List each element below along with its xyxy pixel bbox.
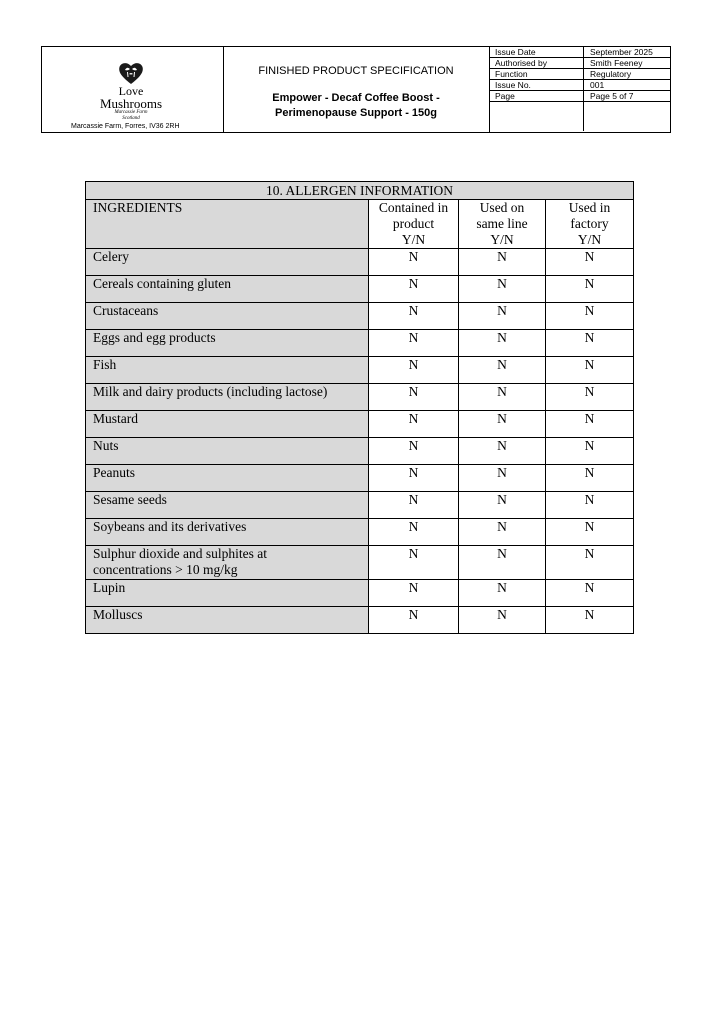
allergen-name-line: Celery xyxy=(93,249,129,264)
column-header-line: Used in xyxy=(568,200,611,215)
allergen-factory-value: N xyxy=(546,438,634,465)
column-header-line: Y/N xyxy=(490,232,514,247)
allergen-same-line-value: N xyxy=(459,492,546,519)
allergen-name-line: Nuts xyxy=(93,438,119,453)
document-meta xyxy=(489,47,671,132)
meta-value: Smith Feeney xyxy=(584,58,672,69)
column-header-line: Contained in xyxy=(378,200,449,215)
column-header-line: Y/N xyxy=(401,232,426,247)
column-header-line: same line xyxy=(476,216,528,231)
title-cell xyxy=(223,47,490,132)
allergen-name xyxy=(86,519,369,546)
allergen-factory-value: N xyxy=(546,276,634,303)
allergen-name xyxy=(86,357,369,384)
allergen-contained-value: N xyxy=(369,249,459,276)
allergen-name xyxy=(86,546,369,580)
meta-row-blank xyxy=(489,102,671,132)
allergen-name xyxy=(86,303,369,330)
column-header-line: Y/N xyxy=(577,232,602,247)
meta-blank-cell xyxy=(489,102,584,132)
allergen-name-line: Mustard xyxy=(93,411,138,426)
allergen-contained-value: N xyxy=(369,411,459,438)
mushroom-heart-icon xyxy=(118,61,144,85)
allergen-factory-value: N xyxy=(546,384,634,411)
allergen-factory-value: N xyxy=(546,249,634,276)
logo-subtext-country: Scotland xyxy=(122,116,140,121)
meta-label: Authorised by xyxy=(489,58,584,69)
allergen-row xyxy=(86,276,634,303)
meta-blank-cell xyxy=(584,102,672,132)
allergen-name-line: concentrations > 10 mg/kg xyxy=(93,562,238,577)
meta-table xyxy=(489,47,671,131)
meta-row xyxy=(489,69,671,80)
allergen-contained-value: N xyxy=(369,519,459,546)
allergen-factory-value: N xyxy=(546,303,634,330)
allergen-factory-value: N xyxy=(546,607,634,634)
product-name xyxy=(223,91,489,121)
allergen-name-line: Soybeans and its derivatives xyxy=(93,519,247,534)
meta-row xyxy=(489,91,671,102)
allergen-contained-value: N xyxy=(369,492,459,519)
allergen-row xyxy=(86,546,634,580)
logo-text-mushrooms: Mushrooms xyxy=(99,96,163,111)
allergen-row xyxy=(86,580,634,607)
allergen-name-line: Lupin xyxy=(93,580,126,595)
allergen-name xyxy=(86,330,369,357)
allergen-same-line-value: N xyxy=(459,438,546,465)
allergen-name xyxy=(86,438,369,465)
allergen-factory-value: N xyxy=(546,465,634,492)
allergen-same-line-value: N xyxy=(459,357,546,384)
allergen-factory-value: N xyxy=(546,546,634,580)
meta-value: Page 5 of 7 xyxy=(584,91,672,102)
allergen-contained-value: N xyxy=(369,357,459,384)
logo-text-love: Love xyxy=(118,84,144,98)
column-header-factory xyxy=(546,200,634,249)
allergen-contained-value: N xyxy=(369,384,459,411)
meta-row xyxy=(489,58,671,69)
allergen-name-line: Milk and dairy products (including lactose) xyxy=(93,384,328,399)
allergen-same-line-value: N xyxy=(459,519,546,546)
allergen-name xyxy=(86,249,369,276)
allergen-factory-value: N xyxy=(546,411,634,438)
allergen-name xyxy=(86,384,369,411)
meta-value: Regulatory xyxy=(584,69,672,80)
allergen-same-line-value: N xyxy=(459,330,546,357)
meta-row xyxy=(489,47,671,58)
allergen-row xyxy=(86,519,634,546)
column-header-line: Used on xyxy=(479,200,525,215)
allergen-same-line-value: N xyxy=(459,411,546,438)
allergen-name-line: Sulphur dioxide and sulphites at xyxy=(93,546,267,561)
allergen-table-title: 10. ALLERGEN INFORMATION xyxy=(86,182,634,200)
column-header-same-line xyxy=(459,200,546,249)
allergen-name-line: Molluscs xyxy=(93,607,143,622)
document-type: FINISHED PRODUCT SPECIFICATION xyxy=(258,65,454,77)
allergen-contained-value: N xyxy=(369,465,459,492)
allergen-name-line: Peanuts xyxy=(93,465,135,480)
allergen-name xyxy=(86,580,369,607)
allergen-name-line: Eggs and egg products xyxy=(93,330,216,345)
product-name-line-1: Empower - Decaf Coffee Boost - xyxy=(272,92,440,104)
allergen-row xyxy=(86,357,634,384)
allergen-name xyxy=(86,465,369,492)
allergen-name xyxy=(86,607,369,634)
logo-cell xyxy=(42,47,224,132)
allergen-contained-value: N xyxy=(369,438,459,465)
allergen-row xyxy=(86,411,634,438)
allergen-name-line: Cereals containing gluten xyxy=(93,276,231,291)
allergen-table xyxy=(85,181,634,634)
document-header xyxy=(41,46,671,133)
product-name-line-2: Perimenopause Support - 150g xyxy=(275,107,437,119)
allergen-same-line-value: N xyxy=(459,546,546,580)
allergen-contained-value: N xyxy=(369,546,459,580)
column-header-line: product xyxy=(392,216,435,231)
allergen-factory-value: N xyxy=(546,330,634,357)
meta-label: Page xyxy=(489,91,584,102)
allergen-same-line-value: N xyxy=(459,384,546,411)
allergen-name-line: Sesame seeds xyxy=(93,492,167,507)
company-address: Marcassie Farm, Forres, IV36 2RH xyxy=(71,123,180,130)
allergen-row xyxy=(86,492,634,519)
allergen-row xyxy=(86,303,634,330)
column-header-ingredients: INGREDIENTS xyxy=(86,200,369,249)
meta-value: 001 xyxy=(584,80,672,91)
allergen-same-line-value: N xyxy=(459,607,546,634)
allergen-factory-value: N xyxy=(546,492,634,519)
allergen-row xyxy=(86,330,634,357)
column-header-line: factory xyxy=(570,216,609,231)
allergen-contained-value: N xyxy=(369,330,459,357)
allergen-name xyxy=(86,276,369,303)
allergen-row xyxy=(86,465,634,492)
column-header-contained xyxy=(369,200,459,249)
allergen-row xyxy=(86,438,634,465)
allergen-row xyxy=(86,384,634,411)
meta-value: September 2025 xyxy=(584,47,672,58)
allergen-same-line-value: N xyxy=(459,303,546,330)
allergen-same-line-value: N xyxy=(459,276,546,303)
allergen-name xyxy=(86,492,369,519)
allergen-name-line: Fish xyxy=(93,357,117,372)
meta-label: Function xyxy=(489,69,584,80)
meta-label: Issue No. xyxy=(489,80,584,91)
logo-subtext-farm: Marcassie Farm xyxy=(114,110,148,115)
meta-label: Issue Date xyxy=(489,47,584,58)
company-logo xyxy=(86,61,176,122)
allergen-same-line-value: N xyxy=(459,249,546,276)
allergen-factory-value: N xyxy=(546,580,634,607)
allergen-contained-value: N xyxy=(369,276,459,303)
allergen-same-line-value: N xyxy=(459,465,546,492)
allergen-name xyxy=(86,411,369,438)
allergen-row xyxy=(86,607,634,634)
allergen-factory-value: N xyxy=(546,357,634,384)
meta-row xyxy=(489,80,671,91)
allergen-same-line-value: N xyxy=(459,580,546,607)
allergen-contained-value: N xyxy=(369,607,459,634)
allergen-contained-value: N xyxy=(369,580,459,607)
allergen-row xyxy=(86,249,634,276)
allergen-name-line: Crustaceans xyxy=(93,303,159,318)
allergen-factory-value: N xyxy=(546,519,634,546)
allergen-contained-value: N xyxy=(369,303,459,330)
